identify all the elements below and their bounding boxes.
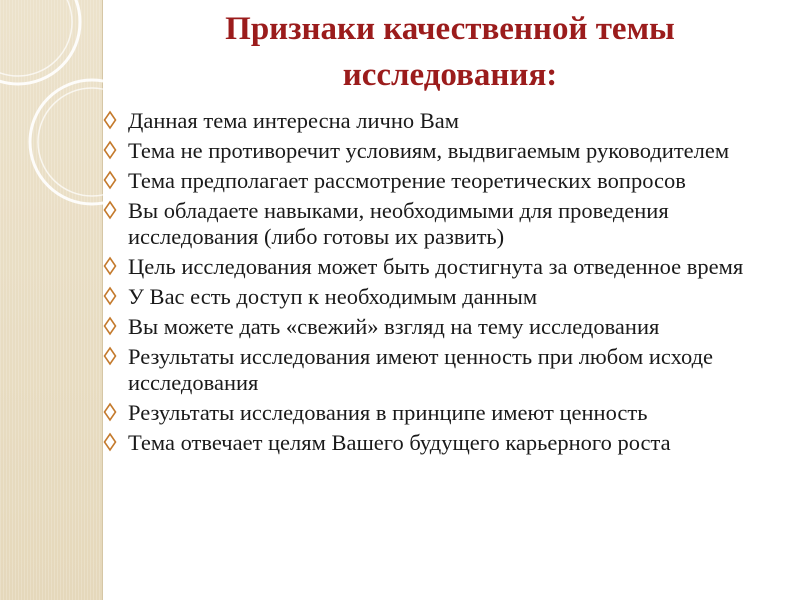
- list-item: [100, 108, 790, 134]
- list-item: [100, 138, 790, 164]
- hollow-diamond-bullet-icon: [103, 286, 117, 306]
- list-item: [100, 400, 790, 426]
- list-item: [100, 254, 790, 280]
- list-item-text: У Вас есть доступ к необходимым данным: [128, 284, 538, 309]
- title-line-2: исследования:: [342, 57, 558, 93]
- list-item-text: Результаты исследования в принципе имеют ценность: [128, 400, 648, 425]
- list-item-text: Вы можете дать «свежий» взгляд на тему исследования: [128, 314, 660, 339]
- list-item: [100, 168, 790, 194]
- hollow-diamond-bullet-icon: [103, 402, 117, 422]
- list-item: [100, 430, 790, 456]
- list-item-text: Цель исследования может быть достигнута за отведенное время: [128, 254, 744, 279]
- hollow-diamond-bullet-icon: [103, 346, 117, 366]
- list-item: [100, 284, 790, 310]
- hollow-diamond-bullet-icon: [103, 110, 117, 130]
- list-item: [100, 314, 790, 340]
- hollow-diamond-bullet-icon: [103, 256, 117, 276]
- list-item-text: Тема предполагает рассмотрение теоретических вопросов: [128, 168, 686, 193]
- list-item: [100, 198, 790, 250]
- list-item-text: Результаты исследования имеют ценность при любом исходе исследования: [128, 344, 714, 395]
- list-item-text: Тема отвечает целям Вашего будущего карьерного роста: [128, 430, 671, 455]
- criteria-list: [100, 108, 790, 460]
- page-title: [120, 6, 780, 98]
- hollow-diamond-bullet-icon: [103, 170, 117, 190]
- hollow-diamond-bullet-icon: [103, 316, 117, 336]
- hollow-diamond-bullet-icon: [103, 200, 117, 220]
- list-item: [100, 344, 790, 396]
- title-line-1: Признаки качественной темы: [225, 11, 675, 47]
- list-item-text: Тема не противоречит условиям, выдвигаемым руководителем: [128, 138, 730, 163]
- list-item-text: Вы обладаете навыками, необходимыми для проведения исследования (либо готовы их развить): [128, 198, 669, 249]
- hollow-diamond-bullet-icon: [103, 432, 117, 452]
- hollow-diamond-bullet-icon: [103, 140, 117, 160]
- list-item-text: Данная тема интересна лично Вам: [128, 108, 459, 133]
